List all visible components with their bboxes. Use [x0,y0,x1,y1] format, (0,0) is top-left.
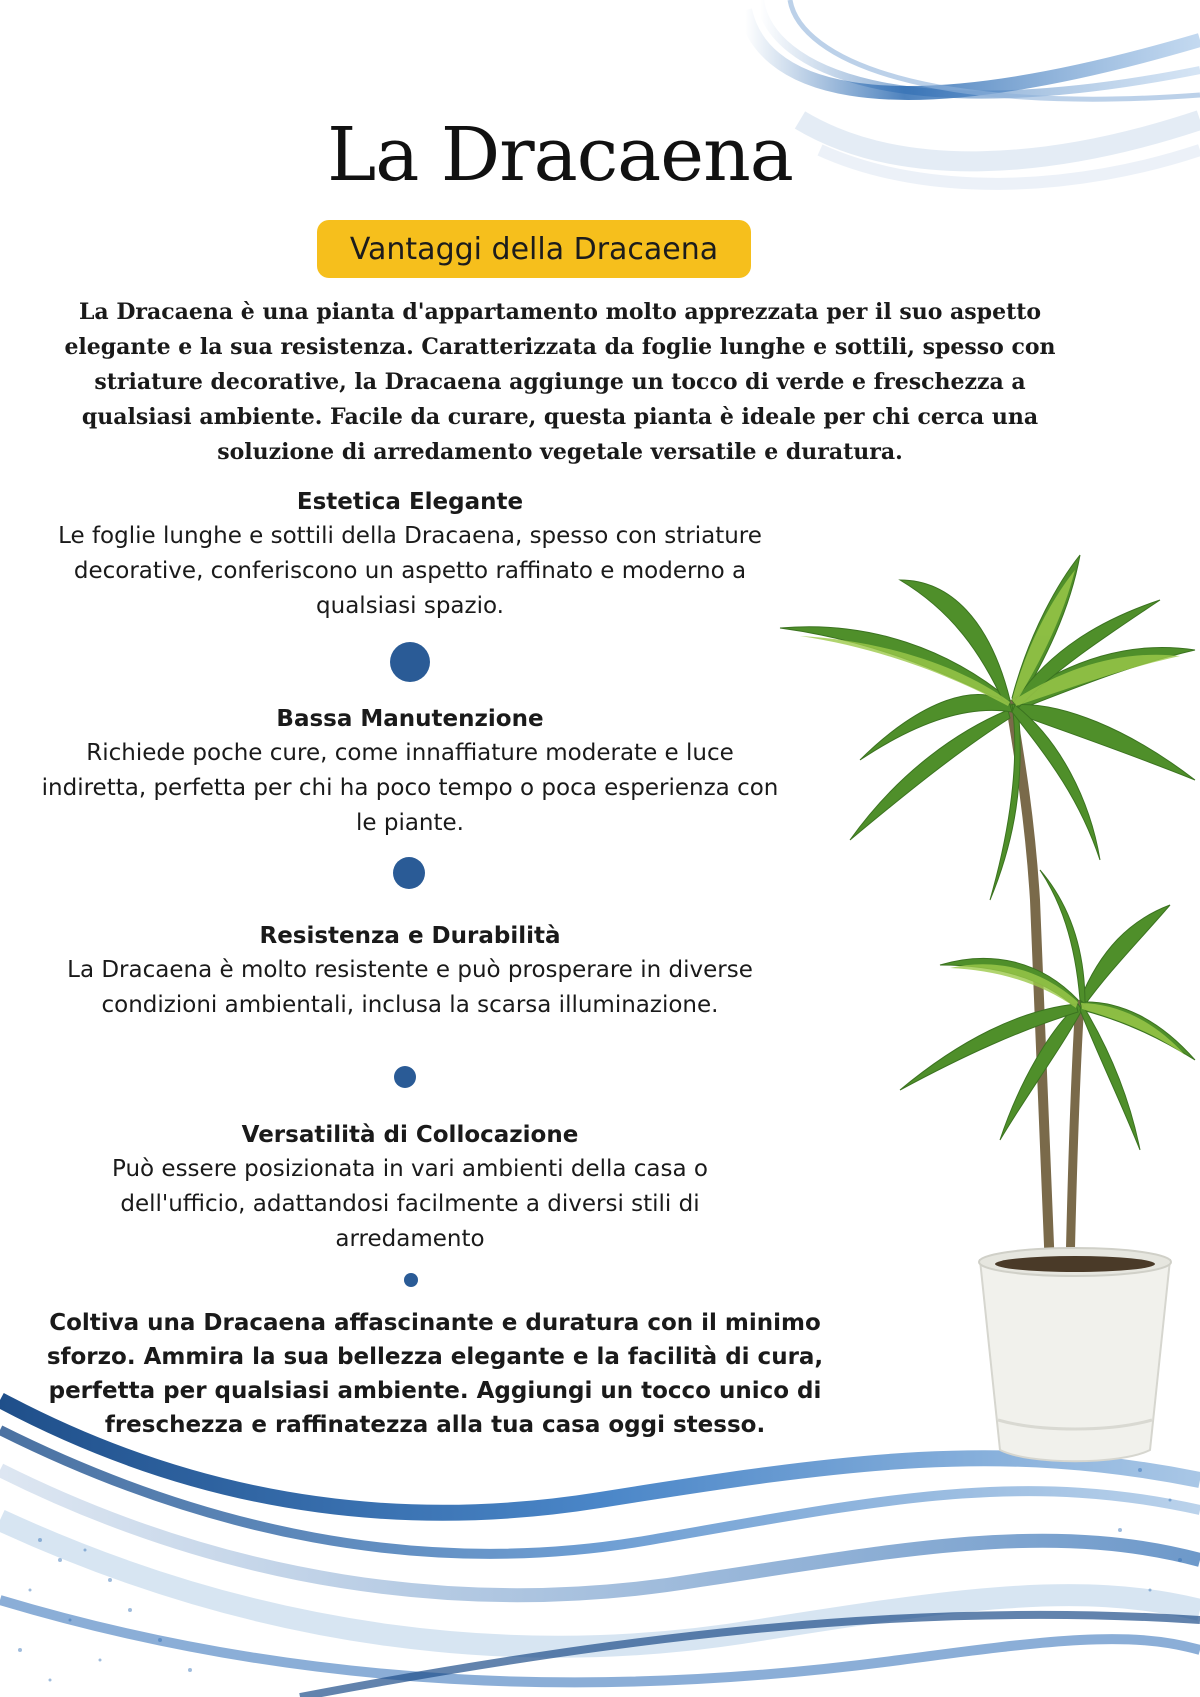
benefit-heading: Bassa Manutenzione [276,706,544,732]
benefit-body: Richiede poche cure, come innaffiature moderate e luce indiretta, perfetta per chi ha poco tempo o poca esperienza con le piante. [41,740,779,836]
badge-label: Vantaggi della Dracaena [349,231,719,267]
benefit-section [80,1118,740,1257]
benefit-heading: Versatilità di Collocazione [241,1122,579,1148]
benefit-heading: Estetica Elegante [296,489,524,515]
bullet-dot [390,642,430,682]
benefit-section [40,702,780,841]
benefit-section [40,485,780,624]
benefit-heading: Resistenza e Durabilità [259,923,561,949]
benefit-body: La Dracaena è molto resistente e può prosperare in diverse condizioni ambientali, inclusa la scarsa illuminazione. [67,957,753,1018]
benefit-body: Le foglie lunghe e sottili della Dracaena, spesso con striature decorative, conferiscono un aspetto raffinato e moderno a qualsiasi spazio. [58,523,762,619]
benefit-section [40,919,780,1023]
bullet-dot [404,1273,418,1287]
intro-paragraph: La Dracaena è una pianta d'appartamento molto apprezzata per il suo aspetto elegante e la sua resistenza. Caratterizzata da foglie lunghe e sottili, spesso con striature decorative, la Dracaena aggiunge un tocco di verde e freschezza a qualsiasi ambiente. Facile da curare, questa pianta è ideale per chi cerca una soluzione di arredamento vegetale versatile e duratura. [64,299,1056,465]
benefit-body: Può essere posizionata in vari ambienti della casa o dell'ufficio, adattandosi facilmente a diversi stili di arredamento [112,1156,708,1252]
bullet-dot [394,1066,416,1088]
closing-paragraph: Coltiva una Dracaena affascinante e duratura con il minimo sforzo. Ammira la sua bellezza elegante e la facilità di cura, perfetta per qualsiasi ambiente. Aggiungi un tocco unico di freschezza e raffinatezza alla tua casa oggi stesso. [46,1310,824,1438]
bullet-dot [393,857,425,889]
page-title: La Dracaena [327,112,793,198]
section-badge [317,220,751,278]
